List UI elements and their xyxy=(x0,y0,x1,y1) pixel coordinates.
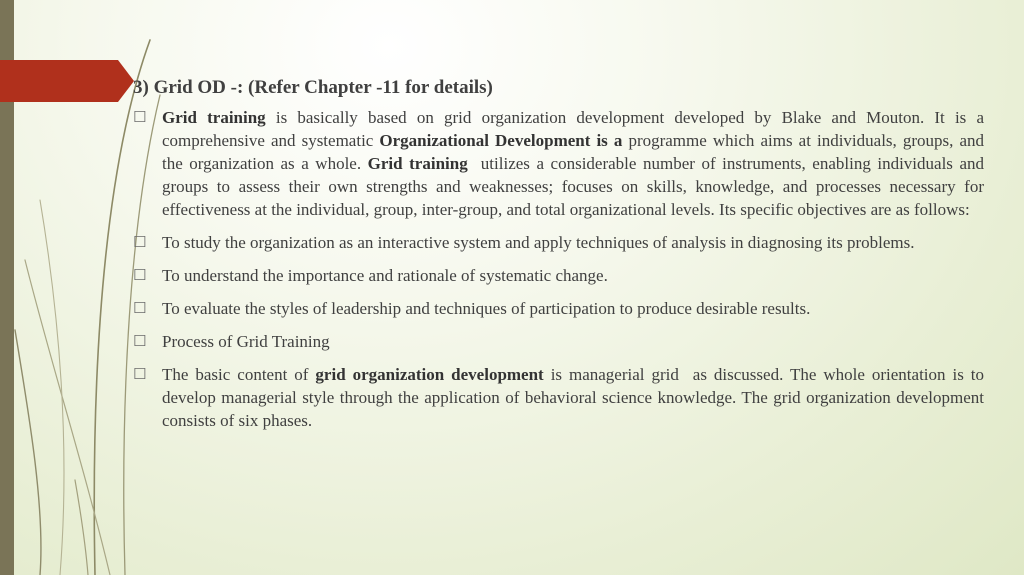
checkbox-bullet-icon: ☐ xyxy=(133,266,147,284)
list-item-basic-content xyxy=(133,363,989,432)
checkbox-bullet-icon: ☐ xyxy=(133,332,147,350)
checkbox-bullet-icon: ☐ xyxy=(133,365,147,383)
paragraph-text: programme which aims at individuals, groups, and the organization as a whole. xyxy=(162,131,984,173)
list-item-objective-evaluate xyxy=(133,297,984,320)
checkbox-bullet-icon: ☐ xyxy=(133,233,147,251)
paragraph-text: is managerial grid as discussed. The whole orientation is to develop managerial style through the application of behavioral science knowledge. The grid organization development consists of six phases. xyxy=(162,365,989,430)
slide-content xyxy=(133,76,989,442)
paragraph-text: To study the organization as an interactive system and apply techniques of analysis in diagnosing its problems. xyxy=(162,233,915,252)
checkbox-bullet-icon: ☐ xyxy=(133,299,147,317)
paragraph-text: To understand the importance and rationale of systematic change. xyxy=(162,266,608,285)
list-item-objective-understand xyxy=(133,264,984,287)
list-item-grid-training xyxy=(133,106,989,221)
paragraph-text: is basically based on grid organization development developed by Blake and Mouton. It is a comprehensive and systematic xyxy=(162,108,984,150)
paragraph-text: utilizes a considerable number of instruments, enabling individuals and groups to assess their own strengths and weaknesses; focuses on skills, knowledge, and processes necessary for effectiveness at the individual, group, inter-group, and total organizational levels. Its specific objectives are as follows: xyxy=(162,154,989,219)
paragraph-text: Process of Grid Training xyxy=(162,332,330,351)
checkbox-bullet-icon: ☐ xyxy=(133,108,147,126)
bold-text: Grid training xyxy=(162,108,266,127)
title-accent-tab-tip xyxy=(118,60,134,102)
bold-text: Grid training xyxy=(367,154,468,173)
title-accent-tab xyxy=(0,60,118,102)
slide-heading: 3) Grid OD -: (Refer Chapter -11 for details) xyxy=(133,77,493,98)
bold-text: Organizational Development is a xyxy=(379,131,623,150)
bold-text: grid organization development xyxy=(315,365,544,384)
list-item-objective-study xyxy=(133,231,984,254)
list-item-process xyxy=(133,330,984,353)
paragraph-text: To evaluate the styles of leadership and techniques of participation to produce desirable results. xyxy=(162,299,811,318)
paragraph-text: The basic content of xyxy=(162,365,316,384)
